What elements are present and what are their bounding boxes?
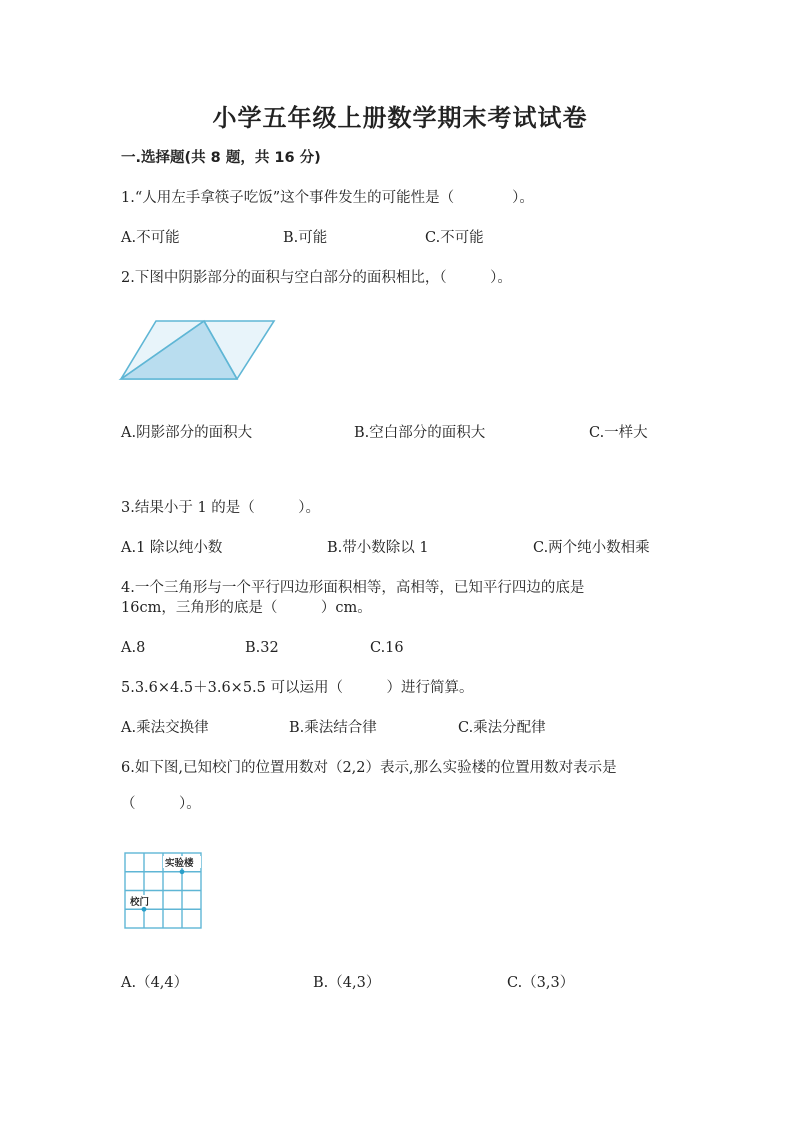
question-4-option-b[interactable]: B.32: [245, 640, 279, 656]
question-3-option-a[interactable]: A.1 除以纯小数: [121, 540, 223, 556]
question-2-option-c[interactable]: C.一样大: [589, 425, 648, 441]
question-6-option-b[interactable]: B.（4,3）: [313, 975, 381, 991]
question-5-text: 5.3.6×4.5＋3.6×5.5 可以运用（ ）进行简算。: [121, 680, 474, 696]
question-4-option-a[interactable]: A.8: [121, 640, 146, 656]
page-title: 小学五年级上册数学期末考试试卷: [212, 103, 588, 132]
question-3-text: 3.结果小于 1 的是（ ）。: [121, 500, 321, 516]
question-1-option-b[interactable]: B.可能: [283, 230, 328, 246]
question-2-option-a[interactable]: A.阴影部分的面积大: [121, 425, 253, 441]
parallelogram-figure: [118, 318, 278, 382]
question-4-option-c[interactable]: C.16: [370, 640, 404, 656]
gate-label: 校门: [130, 897, 150, 908]
question-1-option-a[interactable]: A.不可能: [121, 230, 180, 246]
question-1-text: 1.“人用左手拿筷子吃饭”这个事件发生的可能性是（ ）。: [121, 190, 534, 206]
section-header: 一.选择题(共 8 题，共 16 分): [121, 150, 321, 166]
question-6-option-a[interactable]: A.（4,4）: [121, 975, 189, 991]
question-4-text-line1: 4.一个三角形与一个平行四边形面积相等，高相等，已知平行四边的底是: [121, 580, 585, 596]
question-6-text-line2: （ ）。: [121, 796, 201, 812]
question-5-option-c[interactable]: C.乘法分配律: [458, 720, 546, 736]
lab-point: [180, 869, 185, 874]
question-5-option-a[interactable]: A.乘法交换律: [121, 720, 209, 736]
question-6-option-c[interactable]: C.（3,3）: [507, 975, 575, 991]
lab-label: 实验楼: [165, 858, 194, 869]
question-4-text-line2: 16cm，三角形的底是（ ）cm。: [121, 600, 372, 616]
question-3-option-c[interactable]: C.两个纯小数相乘: [533, 540, 650, 556]
question-6-text-line1: 6.如下图,已知校门的位置用数对（2,2）表示,那么实验楼的位置用数对表示是: [121, 760, 617, 776]
question-1-option-c[interactable]: C.不可能: [425, 230, 484, 246]
coordinate-grid-figure: [124, 852, 204, 930]
question-5-option-b[interactable]: B.乘法结合律: [289, 720, 377, 736]
question-3-option-b[interactable]: B.带小数除以 1: [327, 540, 429, 556]
question-2-option-b[interactable]: B.空白部分的面积大: [354, 425, 486, 441]
question-2-text: 2.下图中阴影部分的面积与空白部分的面积相比，（ ）。: [121, 270, 512, 286]
